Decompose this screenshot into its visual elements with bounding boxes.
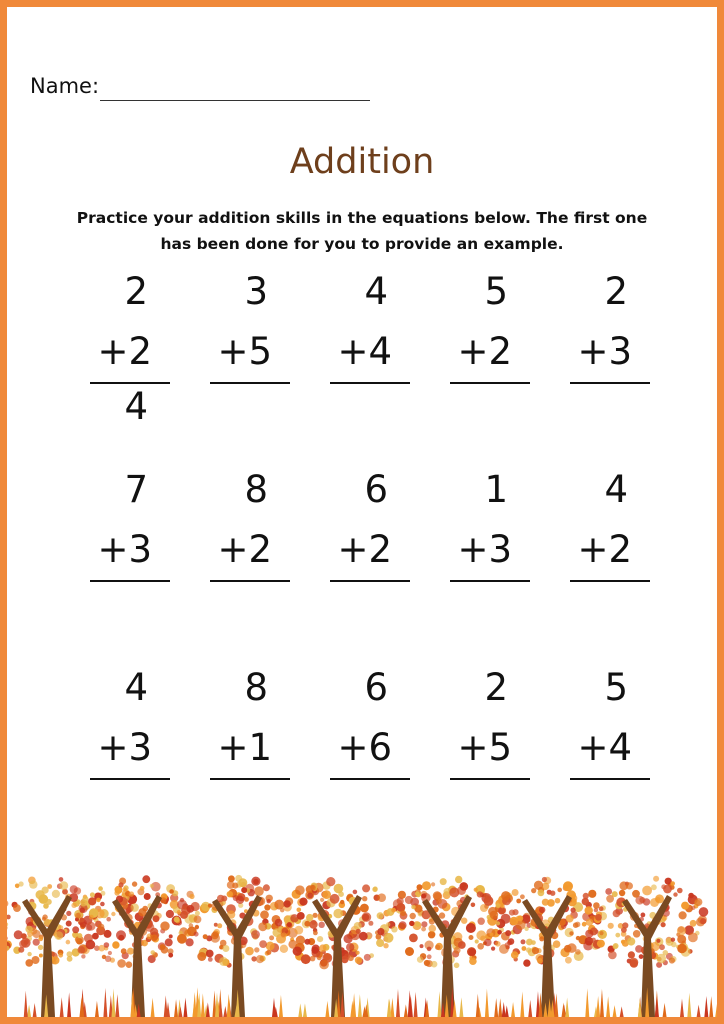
- top-number: 4: [364, 270, 388, 313]
- top-number: 5: [604, 666, 628, 709]
- answer-line: [90, 382, 170, 384]
- top-number: 6: [364, 468, 388, 511]
- addend-number: +2: [337, 528, 392, 571]
- tree-icon: [275, 877, 396, 1017]
- top-number: 7: [124, 468, 148, 511]
- top-number: 5: [484, 270, 508, 313]
- answer-line: [330, 382, 410, 384]
- addition-problem: [322, 272, 412, 432]
- answer-line: [450, 382, 530, 384]
- answer-line: [570, 382, 650, 384]
- addition-problem: [562, 470, 652, 630]
- addition-problem: [202, 668, 292, 828]
- name-field-line[interactable]: [100, 100, 370, 101]
- addition-problem: [442, 470, 532, 630]
- addend-number: +3: [97, 726, 152, 769]
- top-number: 8: [244, 468, 268, 511]
- addend-number: +4: [577, 726, 632, 769]
- answer-line: [90, 580, 170, 582]
- top-number: 1: [484, 468, 508, 511]
- tree-icon: [585, 876, 709, 1017]
- addend-number: +2: [577, 528, 632, 571]
- addend-number: +6: [337, 726, 392, 769]
- top-number: 2: [604, 270, 628, 313]
- addend-number: +2: [97, 330, 152, 373]
- addition-problem: [562, 668, 652, 828]
- addition-problem: [202, 272, 292, 432]
- answer-line: [450, 778, 530, 780]
- answer-line: [330, 778, 410, 780]
- tree-icon: [487, 877, 607, 1017]
- top-number: 4: [604, 468, 628, 511]
- addition-problem: [82, 668, 172, 828]
- top-number: 2: [484, 666, 508, 709]
- answer-line: [570, 580, 650, 582]
- addition-problem: [322, 470, 412, 630]
- answer-line: [450, 580, 530, 582]
- addition-problem: [442, 272, 532, 432]
- top-number: 3: [244, 270, 268, 313]
- addend-number: +5: [217, 330, 272, 373]
- addend-number: +3: [577, 330, 632, 373]
- answer-line: [210, 778, 290, 780]
- addition-problem: [562, 272, 652, 432]
- answer-line: [210, 580, 290, 582]
- addend-number: +4: [337, 330, 392, 373]
- addend-number: +1: [217, 726, 272, 769]
- answer-line: [90, 778, 170, 780]
- addition-problem: [82, 272, 172, 432]
- addend-number: +2: [457, 330, 512, 373]
- addition-problem: [322, 668, 412, 828]
- tree-icon: [386, 876, 511, 1017]
- answer-field[interactable]: 4: [124, 385, 148, 428]
- top-number: 8: [244, 666, 268, 709]
- top-number: 2: [124, 270, 148, 313]
- answer-line: [330, 580, 410, 582]
- autumn-trees-decoration: [7, 867, 717, 1017]
- addend-number: +5: [457, 726, 512, 769]
- page-title: Addition: [289, 142, 435, 182]
- addend-number: +3: [457, 528, 512, 571]
- addend-number: +3: [97, 528, 152, 571]
- addition-problem: [442, 668, 532, 828]
- instructions-text: Practice your addition skills in the equations below. The first one has been done for you to provide an example.: [76, 209, 648, 253]
- addition-problem: [202, 470, 292, 630]
- addend-number: +2: [217, 528, 272, 571]
- top-number: 6: [364, 666, 388, 709]
- addition-problem: [82, 470, 172, 630]
- name-label: Name:: [30, 74, 100, 98]
- tree-icon: [174, 875, 298, 1017]
- top-number: 4: [124, 666, 148, 709]
- answer-line: [210, 382, 290, 384]
- answer-line: [570, 778, 650, 780]
